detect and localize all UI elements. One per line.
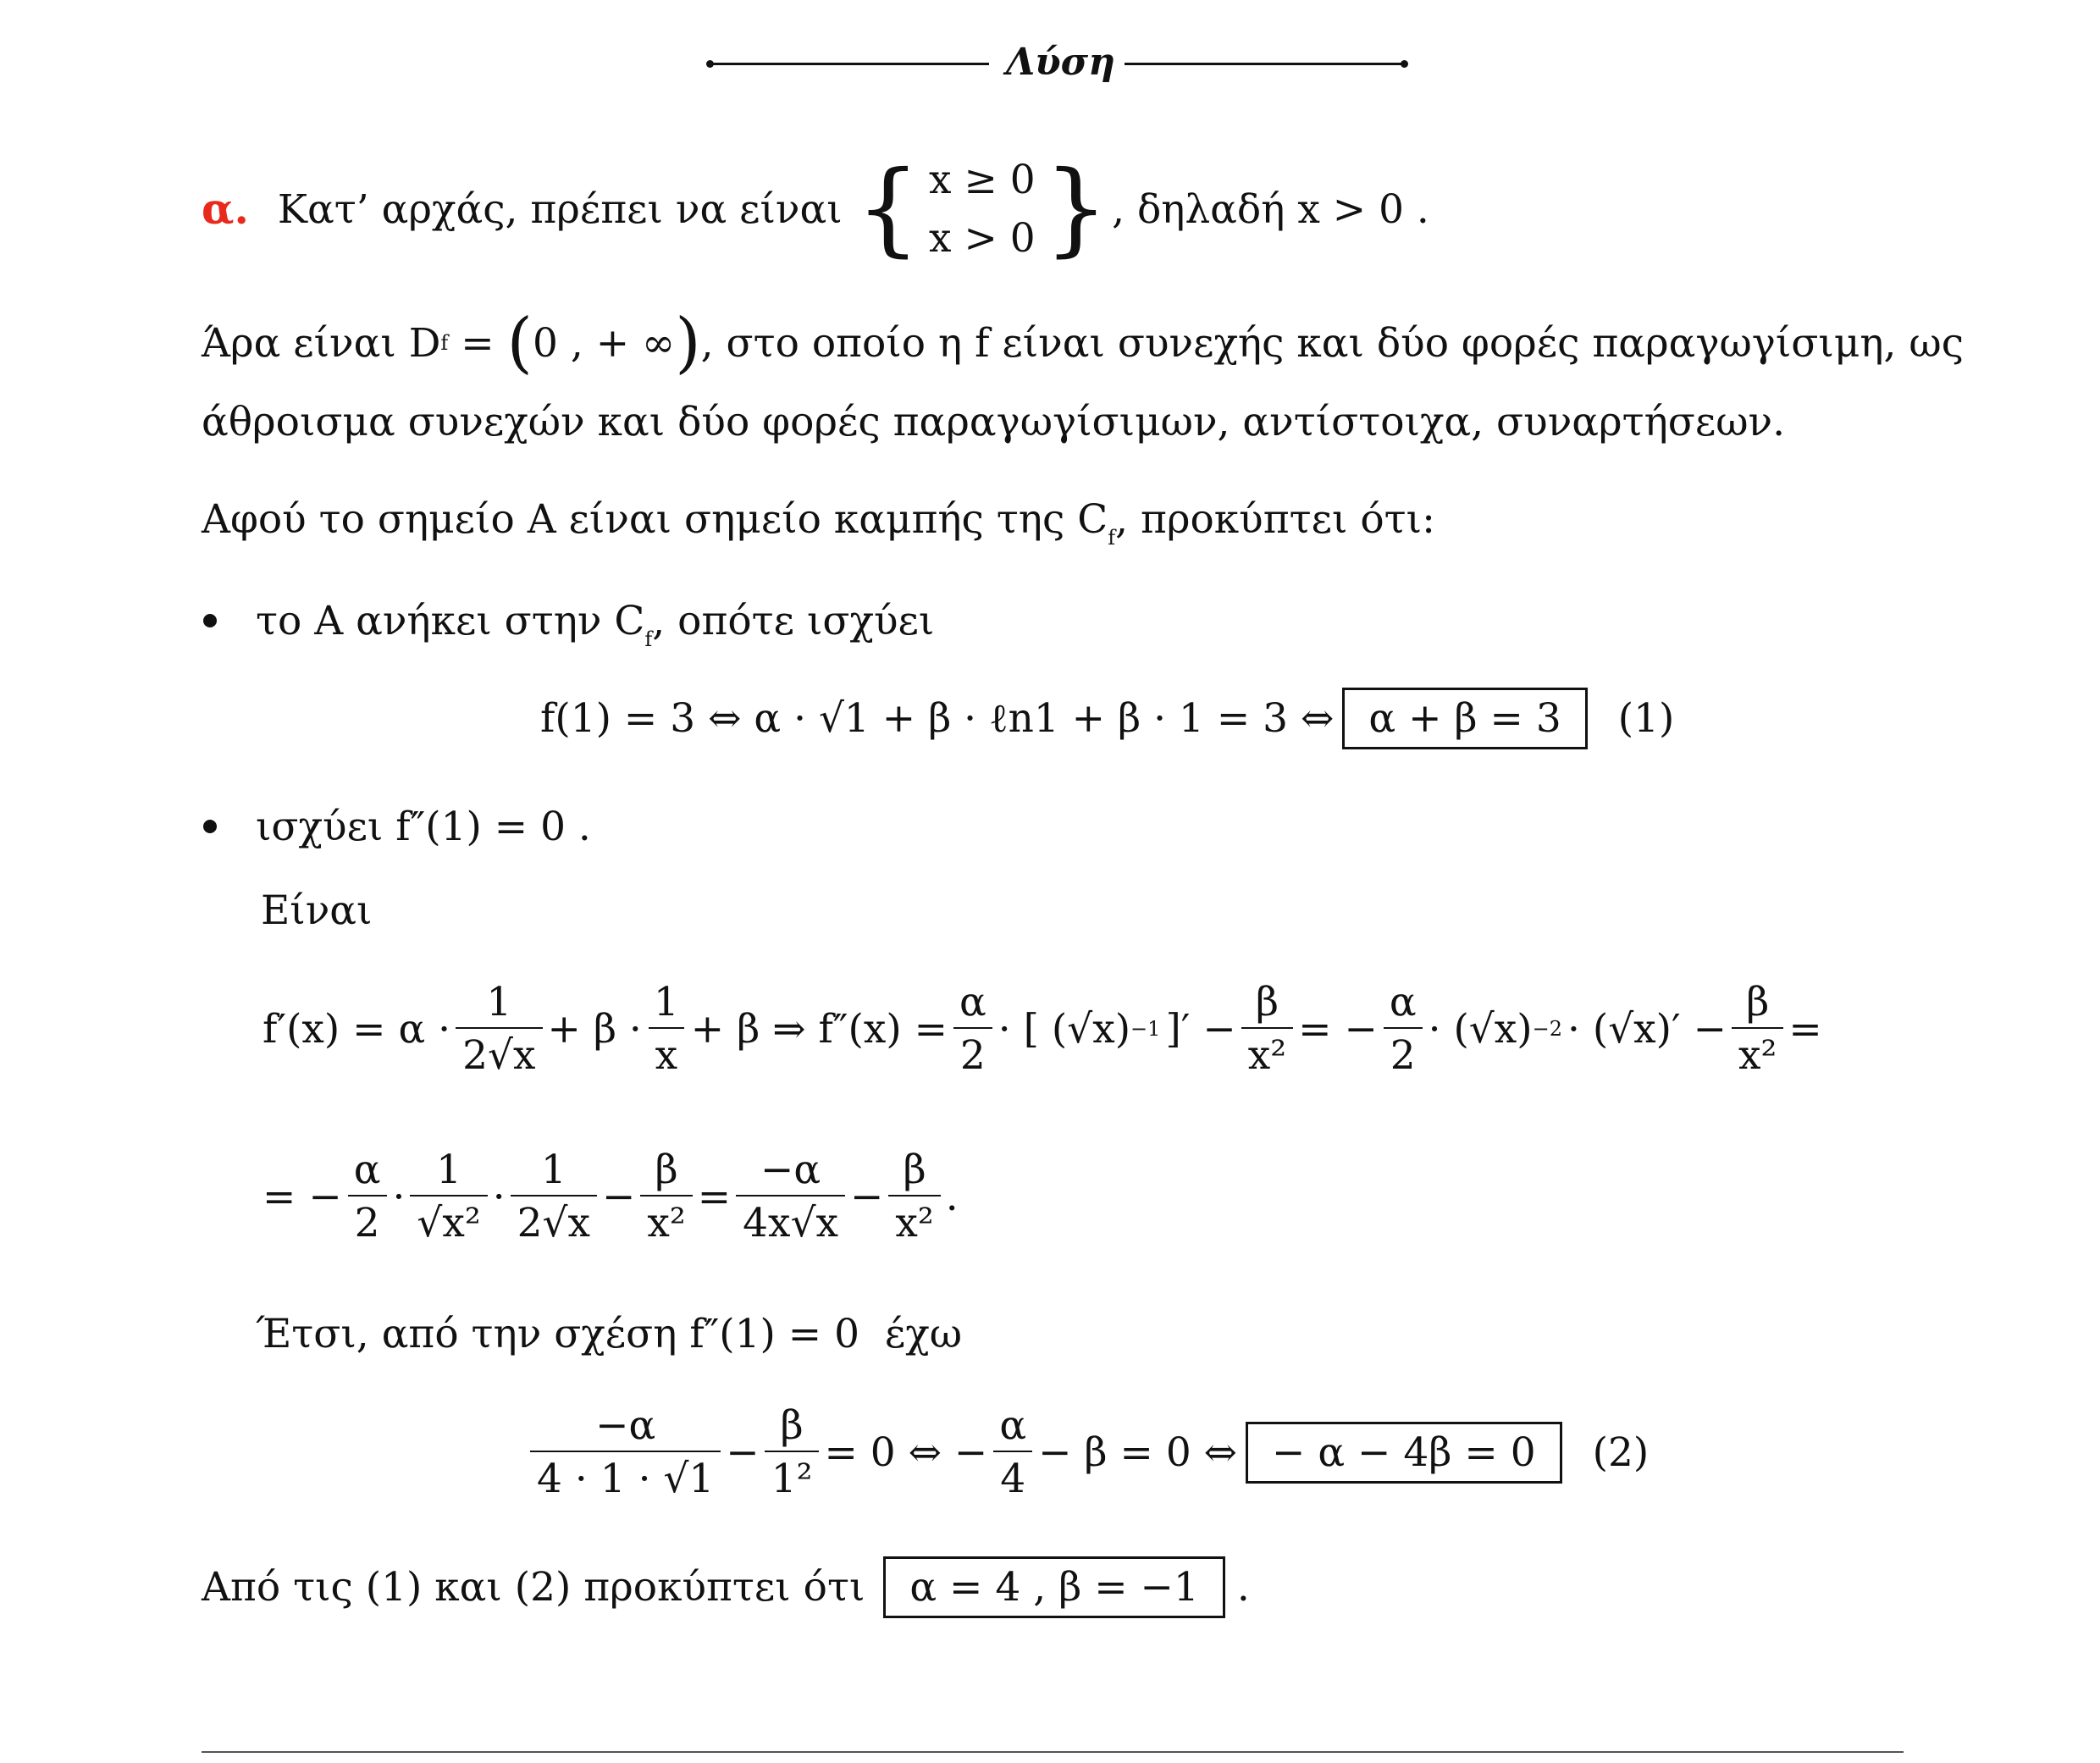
d2-d1: 2 [348,1195,387,1243]
eq2-b: = 0 ⇔ − [824,1429,988,1476]
part-a-label: α. [202,184,249,234]
eq2-frac1 [530,1402,721,1502]
d2-f: − [850,1173,884,1220]
d1-d1: 2√x [456,1027,542,1075]
eq2-d3: 4 [993,1451,1032,1499]
derivative-line-1 [262,965,1822,1092]
d2-a: = − [262,1173,342,1220]
final-line [202,1556,1250,1618]
d2-d4: x² [640,1195,692,1243]
d2-n2: 1 [436,1147,461,1193]
d1-g: = − [1298,1005,1378,1053]
d1-i: −2 [1532,1017,1562,1041]
eq2-d1: 4 · 1 · √1 [530,1451,721,1499]
domain-interval: 0 , + ∞ [532,319,676,367]
part-a-line [202,146,1429,273]
d1-frac1 [456,979,542,1079]
d2-frac2 [410,1147,487,1246]
bullet1-end: , οπότε ισχύει [652,598,935,644]
d2-frac6 [888,1147,940,1246]
d1-d3: 2 [953,1027,992,1075]
eq1-boxed-result: α + β = 3 [1342,688,1587,749]
d2-frac3 [511,1147,597,1246]
bullet2-text: ισχύει f″(1) = 0 . [256,804,591,850]
d1-d6: x² [1732,1027,1783,1075]
d2-n1: α [353,1147,381,1193]
d2-n4: β [655,1147,678,1193]
d1-d: · [ (√x) [998,1005,1131,1053]
eq2-a: − [726,1429,760,1476]
header-line-left [710,63,989,65]
d1-n2: 1 [653,979,679,1025]
d2-n6: β [903,1147,926,1193]
d2-d6: x² [888,1195,940,1243]
d1-h: · (√x) [1428,1005,1533,1053]
bullet1-main: το A ανήκει στην C [256,598,645,644]
bullet-2 [203,820,217,833]
d1-n5: α [1389,979,1417,1025]
d1-c: + β ⇒ f″(x) = [690,1005,948,1053]
bottom-rule [202,1751,1904,1753]
d2-frac1 [347,1147,388,1246]
d1-n3: α [959,979,986,1025]
d2-d: − [602,1173,636,1220]
d1-n6: β [1746,979,1770,1025]
d1-frac3 [953,979,993,1079]
eq2-tag: (2) [1592,1429,1650,1476]
d1-a: f′(x) = α · [262,1005,451,1053]
d2-e: = [697,1173,732,1220]
para2-sub: f [1108,526,1116,550]
einai-label: Είναι [261,887,373,934]
equation-2 [525,1389,1649,1516]
paren-open: ( [506,305,533,381]
para2-text: Αφού το σημείο A είναι σημείο καμπής της C [202,496,1108,543]
part-a-after: , δηλαδή x > 0 . [1112,185,1429,233]
d1-k: = [1788,1005,1822,1053]
eq2-n2: β [780,1402,804,1449]
d2-d5: 4x√x [736,1195,845,1243]
d1-n1: 1 [486,979,512,1025]
d1-d5: 2 [1384,1027,1423,1075]
d1-f: ]′ − [1165,1005,1236,1053]
d2-d2: √x² [410,1195,487,1243]
bullet1-text [256,598,935,651]
eq2-boxed-result: − α − 4β = 0 [1246,1422,1562,1484]
d1-e: −1 [1130,1017,1161,1041]
d1-frac6 [1732,979,1783,1079]
right-brace: } [1043,150,1109,268]
d2-b: · [392,1173,406,1220]
eq2-n3: α [999,1402,1027,1449]
d2-n3: 1 [540,1147,566,1193]
bullet1-sub: f [644,627,653,651]
eq1-left: f(1) = 3 ⇔ α · √1 + β · ℓn1 + β · 1 = 3 ⇔ [540,695,1335,742]
header-line-right [1125,63,1404,65]
eq1-tag: (1) [1617,695,1675,742]
d1-frac4 [1241,979,1293,1079]
d1-frac2 [647,979,686,1079]
final-boxed-result: α = 4 , β = −1 [883,1556,1224,1618]
domain-subscript: f [440,331,449,355]
left-brace: { [855,150,921,268]
bullet-1 [203,614,217,627]
d1-frac5 [1383,979,1423,1079]
eq2-frac3 [992,1402,1033,1502]
para1-rest: , στο οποίο η f είναι συνεχής και δύο φορές παραγωγίσιμη, ως [700,319,1965,367]
d2-d3: 2√x [511,1195,597,1243]
d1-d2: x [649,1027,685,1075]
final-end: . [1236,1564,1250,1611]
final-text: Από τις (1) και (2) προκύπτει ότι [202,1564,865,1611]
para2 [202,496,1435,550]
condition-1: x ≥ 0 [929,157,1036,203]
d2-n5: −α [760,1147,821,1193]
equation-1 [540,688,1674,749]
para2-end: , προκύπτει ότι: [1115,496,1435,543]
eq2-frac2 [765,1402,820,1502]
header-dot-right [1401,60,1408,68]
para1-line1 [202,305,1965,381]
para1-start: Άρα είναι D [202,319,441,367]
eq2-n1: −α [595,1402,656,1449]
d1-j: · (√x)′ − [1567,1005,1727,1053]
derivative-line-2 [262,1133,959,1260]
header-title: Λύση [1006,41,1116,84]
para1-eq: = [448,319,507,367]
d2-c: · [492,1173,506,1220]
d2-frac5 [736,1147,845,1246]
d2-g: . [945,1173,959,1220]
condition-2: x > 0 [929,215,1036,262]
paren-close: ) [675,305,701,381]
eq2-d2: 1² [765,1451,820,1499]
d1-b: + β · [547,1005,642,1053]
etsi-line: Έτσι, από την σχέση f″(1) = 0 έχω [256,1311,963,1357]
para1-line2: άθροισμα συνεχών και δύο φορές παραγωγίσιμων, αντίστοιχα, συναρτήσεων. [202,399,1786,445]
d1-d4: x² [1241,1027,1293,1075]
part-a-intro: Κατ’ αρχάς, πρέπει να είναι [277,185,843,233]
d2-frac4 [640,1147,692,1246]
conditions [929,157,1036,262]
eq2-c: − β = 0 ⇔ [1038,1429,1238,1476]
d1-n4: β [1255,979,1279,1025]
